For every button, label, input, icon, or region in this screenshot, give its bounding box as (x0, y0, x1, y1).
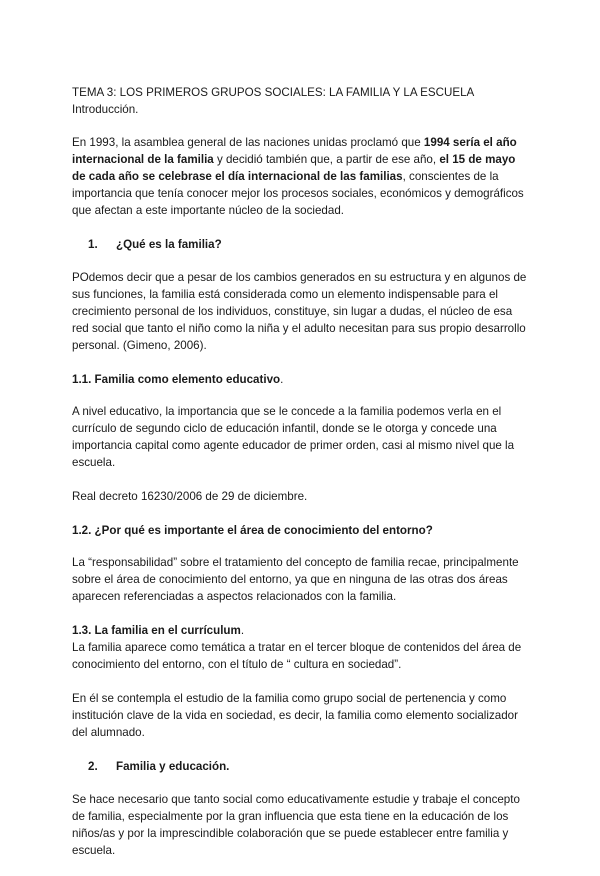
document-title: TEMA 3: LOS PRIMEROS GRUPOS SOCIALES: LA FAMILIA Y LA ESCUELA (72, 86, 475, 99)
intro-paragraph (72, 134, 530, 219)
intro-text-a: En 1993, la asamblea general de las naciones unidas proclamó que (72, 136, 424, 149)
section-1-2-heading: 1.2. ¿Por qué es importante el área de conocimiento del entorno? (72, 524, 433, 537)
document-page (72, 84, 530, 876)
section-1-number: 1. (88, 238, 98, 251)
intro-label: Introducción. (72, 103, 139, 116)
intro-text-e: , conscientes de la importancia que tenía conocer mejor los procesos sociales, económicos y demográficos que afectan a este importante núcleo de la sociedad. (72, 170, 524, 217)
intro-bold-date: el 15 de mayo de cada año se celebrase el día internacional de las familias (72, 153, 516, 183)
family-education-paragraph: Se hace necesario que tanto social como educativamente estudie y trabaje el concepto de familia, especialmente por la gran influencia que esta tiene en la educación de los niños/as y por la imprescindible colaboración que se puede establecer entre familia y escuela. (72, 793, 520, 857)
section-1-3-end: . (240, 624, 245, 637)
section-2-title: Familia y educación. (116, 760, 230, 773)
educational-level-paragraph: A nivel educativo, la importancia que se le concede a la familia podemos verla en el currículo de segundo ciclo de educación infantil, donde se le otorga y concede una importancia capital como agente educador de primer orden, casi al mismo nivel que la escuela. (72, 405, 515, 469)
curriculum-paragraph: La familia aparece como temática a tratar en el tercer bloque de contenidos del área de conocimiento del entorno, con el título de “ cultura en sociedad”. (72, 641, 522, 671)
document-header (72, 84, 530, 118)
section-1-1-end: . (280, 373, 284, 386)
section-1-3-heading (72, 622, 530, 639)
section-1-title: ¿Qué es la familia? (116, 238, 222, 251)
responsibility-paragraph: La “responsabilidad” sobre el tratamiento del concepto de familia recae, principalmente sobre el área de conocimiento del entorno, ya que en ninguna de las otras dos áreas aparecen referenciadas a aspectos relacionados con la familia. (72, 556, 519, 603)
section-2-number: 2. (88, 760, 98, 773)
intro-text-c: y decidió también que, a partir de ese año, (213, 153, 440, 166)
section-1-1-heading (72, 371, 530, 388)
section-1-3-title: 1.3. La familia en el currículum (72, 624, 241, 637)
section-2-heading (88, 758, 530, 775)
family-definition-paragraph: POdemos decir que a pesar de los cambios generados en su estructura y en algunos de sus funciones, la familia está considerada como un elemento indispensable para el crecimiento personal de los individuos, constituye, sin lugar a dudas, el núcleo de esa red social que tanto el niño como la niña y el adulto necesitan para sus propio desarrollo personal. (Gimeno, 2006). (72, 271, 527, 352)
section-1-1-title: 1.1. Familia como elemento educativo (72, 373, 281, 386)
socializing-paragraph: En él se contempla el estudio de la familia como grupo social de pertenencia y como institución clave de la vida en sociedad, es decir, la familia como elemento socializador del alumnado. (72, 692, 518, 739)
section-1-heading (88, 236, 530, 253)
intro-bold-year: 1994 sería el año internacional de la familia (72, 136, 517, 166)
royal-decree-paragraph: Real decreto 16230/2006 de 29 de diciembre. (72, 490, 308, 503)
